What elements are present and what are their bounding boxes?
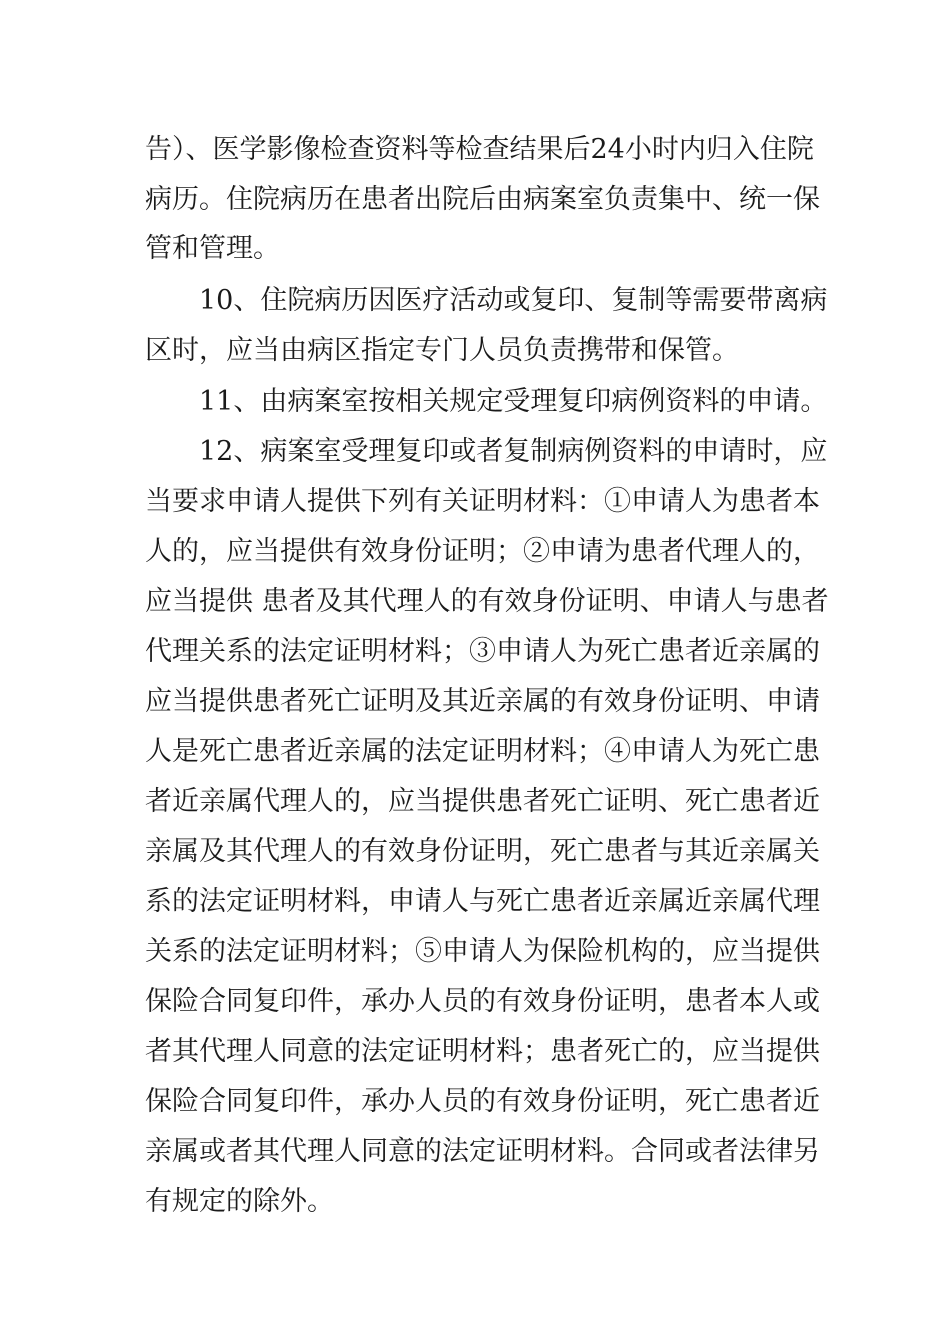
text-line: 管和管理。 — [145, 233, 280, 264]
text-line: 应当提供患者死亡证明及其近亲属的有效身份证明、申请 — [145, 686, 820, 717]
text-line: 代理关系的法定证明材料；③申请人为死亡患者近亲属的 — [145, 636, 820, 667]
text-line: 者近亲属代理人的，应当提供患者死亡证明、死亡患者近 — [145, 786, 820, 817]
text-line: 系的法定证明材料，申请人与死亡患者近亲属近亲属代理 — [145, 886, 820, 917]
text-line: 者其代理人同意的法定证明材料；患者死亡的，应当提供 — [145, 1036, 820, 1067]
text-line: 人的，应当提供有效身份证明；②申请为患者代理人的， — [145, 536, 820, 567]
text-line: 告）、医学影像检查资料等检查结果后24小时内归入住院 — [145, 134, 814, 165]
text-line: 亲属或者其代理人同意的法定证明材料。合同或者法律另 — [145, 1136, 820, 1167]
text-line: 病历。住院病历在患者出院后由病案室负责集中、统一保 — [145, 184, 820, 215]
text-line: 10、住院病历因医疗活动或复印、复制等需要带离病 — [199, 285, 828, 316]
text-line: 关系的法定证明材料；⑤申请人为保险机构的，应当提供 — [145, 936, 820, 967]
text-line: 11、由病案室按相关规定受理复印病例资料的申请。 — [199, 386, 828, 417]
text-line: 亲属及其代理人的有效身份证明，死亡患者与其近亲属关 — [145, 836, 820, 867]
text-line: 区时，应当由病区指定专门人员负责携带和保管。 — [145, 335, 739, 366]
text-line: 当要求申请人提供下列有关证明材料：①申请人为患者本 — [145, 486, 820, 517]
text-line: 有规定的除外。 — [145, 1186, 334, 1217]
text-line: 应当提供 患者及其代理人的有效身份证明、申请人与患者 — [145, 586, 829, 617]
text-line: 保险合同复印件，承办人员的有效身份证明，患者本人或 — [145, 986, 820, 1017]
text-line: 人是死亡患者近亲属的法定证明材料；④申请人为死亡患 — [145, 736, 820, 767]
text-line: 12、病案室受理复印或者复制病例资料的申请时，应 — [199, 436, 828, 467]
text-line: 保险合同复印件，承办人员的有效身份证明，死亡患者近 — [145, 1086, 820, 1117]
